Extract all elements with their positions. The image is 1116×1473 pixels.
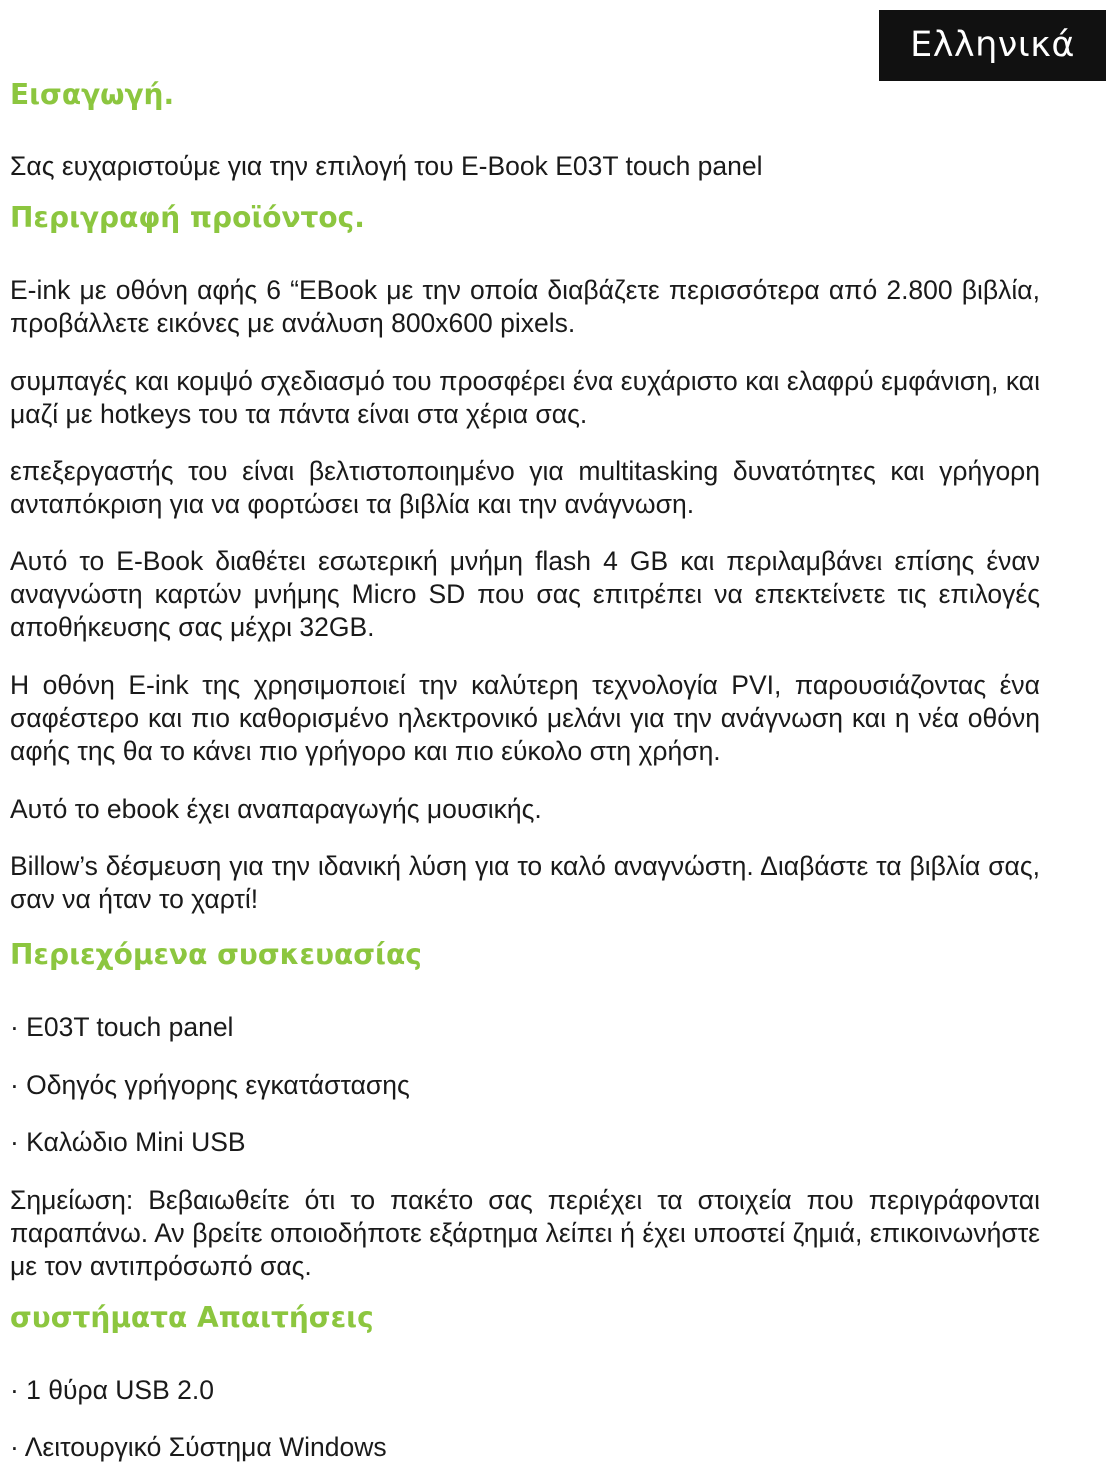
requirement-item: · 1 θύρα USB 2.0 — [10, 1375, 214, 1405]
description-paragraph: Αυτό το E-Book διαθέτει εσωτερική μνήμη flash 4 GB και περιλαμβάνει επίσης έναν αναγνώστη καρτών μνήμης Micro SD που σας επιτρέπει να επεκτείνετε τις επιλογές αποθήκευσης σας μέχρι 32GB. — [10, 546, 1040, 642]
package-item: · E03T touch panel — [10, 1012, 234, 1042]
description-paragraph: επεξεργαστής του είναι βελτιστοποιημένο για multitasking δυνατότητες και γρήγορη ανταπόκριση για να φορτώσει τα βιβλία και την ανάγνωση. — [10, 456, 1040, 519]
description-paragraph: Η οθόνη E-ink της χρησιμοποιεί την καλύτερη τεχνολογία PVI, παρουσιάζοντας ένα σαφέστερο και πιο καθορισμένο ηλεκτρονικό μελάνι για την ανάγνωση και η νέα οθόνη αφής της θα το κάνει πιο γρήγορο και πιο εύκολο στη χρήση. — [10, 670, 1040, 766]
description-paragraph: Billow’s δέσμευση για την ιδανική λύση για το καλό αναγνώστη. Διαβάστε τα βιβλία σας, σαν να ήταν το χαρτί! — [10, 851, 1040, 914]
intro-heading: Εισαγωγή. — [10, 78, 175, 111]
package-item: · Καλώδιο Mini USB — [10, 1127, 246, 1157]
description-heading: Περιγραφή προϊόντος. — [10, 201, 365, 234]
intro-text: Σας ευχαριστούμε για την επιλογή του E-Book E03T touch panel — [10, 151, 763, 181]
package-item: · Οδηγός γρήγορης εγκατάστασης — [10, 1070, 410, 1100]
language-tab: Ελληνικά — [879, 10, 1106, 81]
description-paragraph: E-ink με οθόνη αφής 6 “EBook με την οποία διαβάζετε περισσότερα από 2.800 βιβλία, προβάλλετε εικόνες με ανάλυση 800x600 pixels. — [10, 275, 1040, 338]
requirement-item: · Λειτουργικό Σύστημα Windows — [10, 1432, 387, 1462]
requirements-heading: συστήματα Απαιτήσεις — [10, 1301, 374, 1334]
package-heading: Περιεχόμενα συσκευασίας — [10, 938, 422, 971]
description-paragraph: συμπαγές και κομψό σχεδιασμό του προσφέρει ένα ευχάριστο και ελαφρύ εμφάνιση, και μαζί με hotkeys του τα πάντα είναι στα χέρια σας. — [10, 366, 1040, 429]
package-note: Σημείωση: Βεβαιωθείτε ότι το πακέτο σας περιέχει τα στοιχεία που περιγράφονται παραπάνω. Αν βρείτε οποιοδήποτε εξάρτημα λείπει ή έχει υποστεί ζημιά, επικοινωνήστε με τον αντιπρόσωπό σας. — [10, 1185, 1040, 1281]
description-paragraph: Αυτό το ebook έχει αναπαραγωγής μουσικής. — [10, 794, 542, 824]
